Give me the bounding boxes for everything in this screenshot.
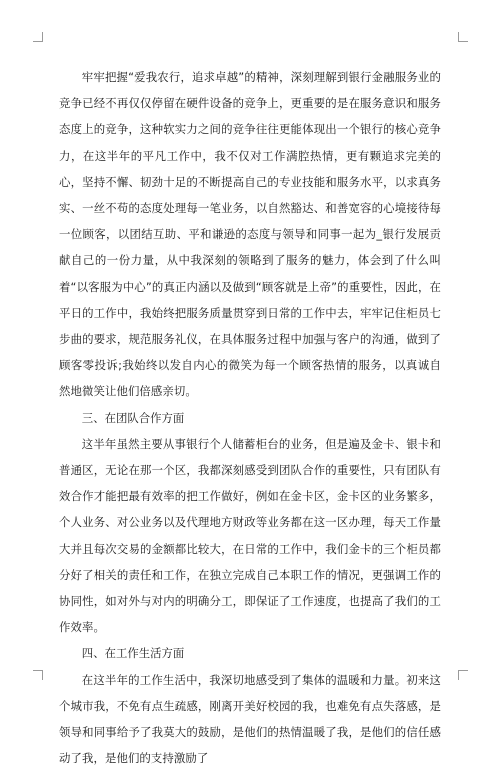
- page-corner-mark-top-right: [458, 32, 468, 42]
- page-corner-mark-bottom-left: [33, 670, 43, 680]
- paragraph-teamwork: 这半年虽然主要从事银行个人储蓄柜台的业务，但是遍及金卡、银卡和普通区，无论在那一个区，我都深刻感受到团队合作的重要性，只有团队有效合作才能把最有效率的把工作做好，例如在金卡区，金卡区的业务繁多，个人业务、对公业务以及代理地方财政等业务都在这一区办理，每天工作量大并且每次交易的金额都比较大，在日常的工作中，我们金卡的三个柜员都分好了相关的责任和工作，在独立完成自己本职工作的情况，更强调工作的协同性，如对外与对内的明确分工，即保证了工作速度，也提高了我们的工作效率。: [59, 436, 441, 635]
- paragraph-service: 牢牢把握“爱我农行，追求卓越”的精神，深刻理解到银行金融服务业的竞争已经不再仅仅停留在硬件设备的竞争上，更重要的是在服务意识和服务态度上的竞争，这种软实力之间的竞争往往更能体现出一个银行的核心竞争力，在这半年的平凡工作中，我不仅对工作满腔热情，更有颗追求完美的心，坚持不懈、韧劲十足的不断提高自己的专业技能和服务水平，以求真务实、一丝不苟的态度处理每一笔业务，以自然豁达、和善宽容的心境接待每一位顾客，以团结互助、平和谦逊的态度与领导和同事一起为_银行发展贡献自己的一份力量，从中我深刻的领略到了服务的魅力，体会到了什么叫着“以客服为中心”的真正内涵以及做到“顾客就是上帝”的重要性，因此，在平日的工作中，我始终把服务质量贯穿到日常的工作中去，牢牢记住柜员七步曲的要求，规范服务礼仪，在具体服务过程中加强与客户的沟通，做到了顾客零投诉;我始终以发自内心的微笑为每一个顾客热情的服务，以真诚自然地微笑让他们倍感亲切。: [59, 70, 441, 399]
- section-heading-work-life: 四、在工作生活方面: [81, 646, 185, 661]
- section-heading-teamwork: 三、在团队合作方面: [81, 410, 185, 425]
- page-corner-mark-top-left: [33, 32, 43, 42]
- paragraph-work-life: 在这半年的工作生活中，我深切地感受到了集体的温暖和力量。初来这个城市我，不免有点生疏感，刚离开美好校园的我，也难免有点失落感，是领导和同事给予了我莫大的鼓励，是他们的热情温暖了我，是他们的信任感动了我，是他们的支持激励了: [59, 672, 441, 766]
- page-corner-mark-bottom-right: [458, 670, 468, 680]
- document-body: [59, 64, 441, 771]
